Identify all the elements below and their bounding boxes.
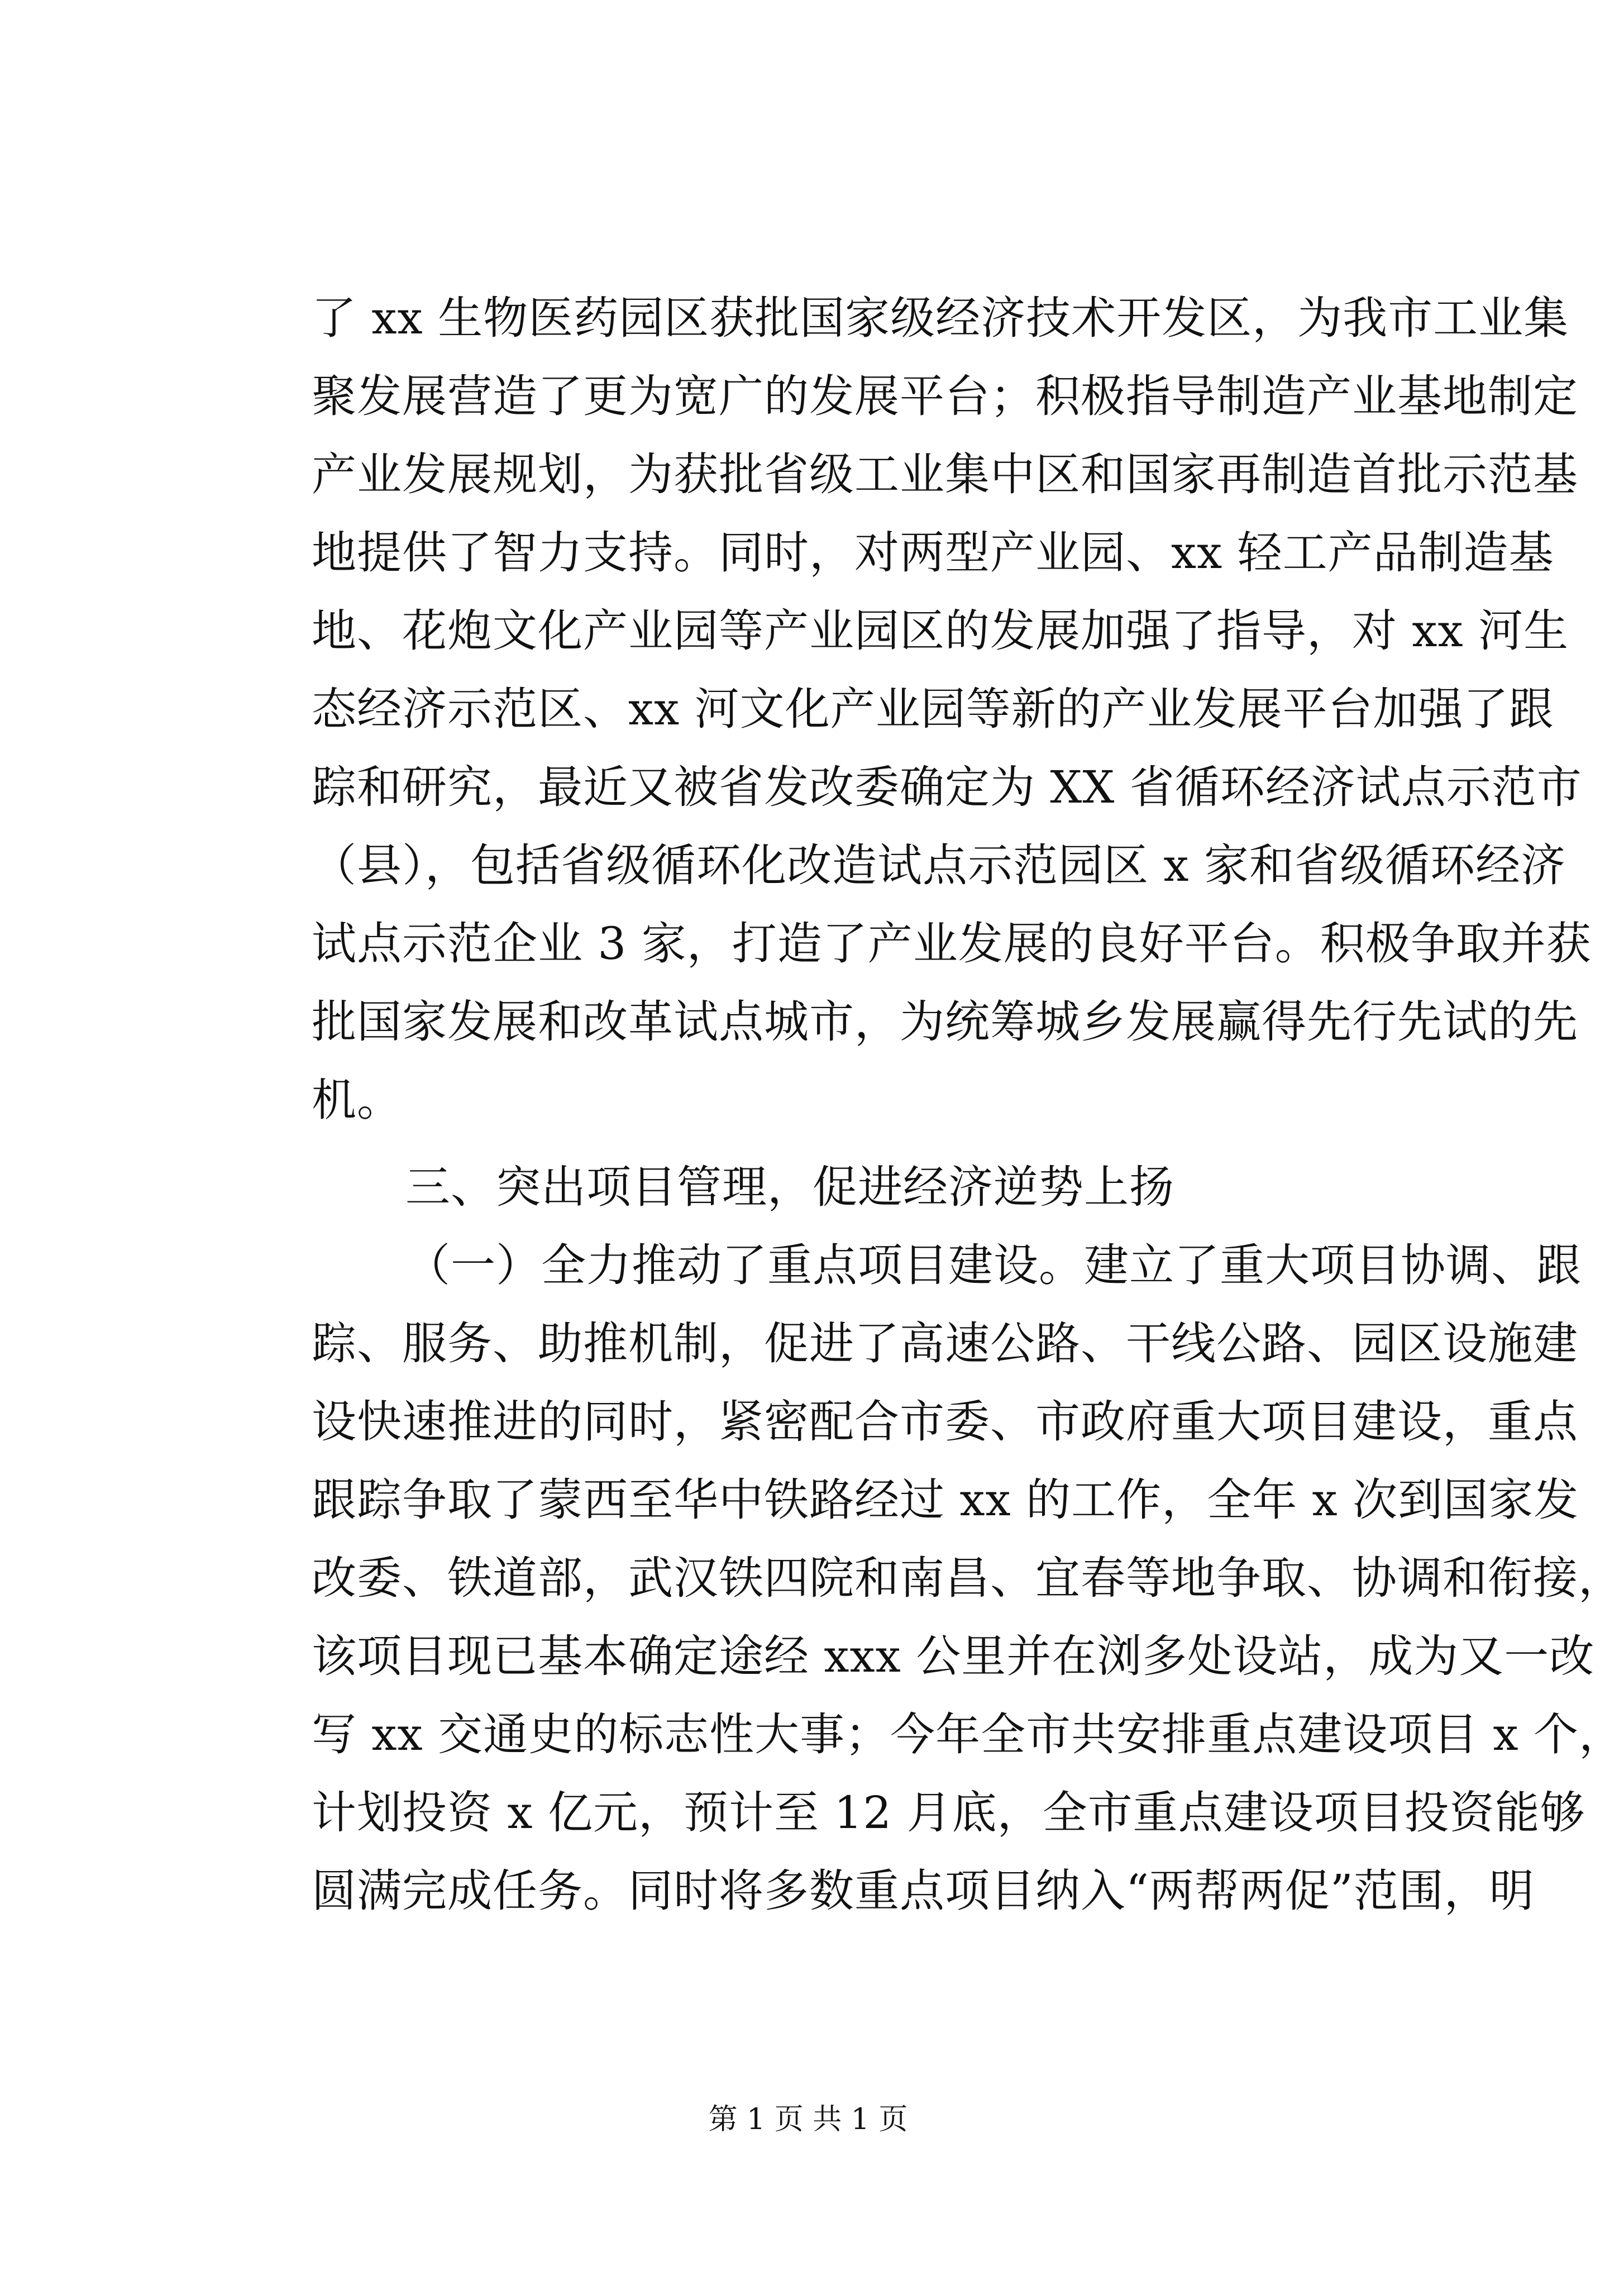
paragraph-first-line: （一）全力推动了重点项目建设。建立了重大项目协调、跟 — [405, 1239, 1582, 1291]
text-line: 聚发展营造了更为宽广的发展平台；积极指导制造产业基地制定 — [312, 370, 1578, 422]
text-line-paragraph-end: 机。 — [312, 1074, 402, 1126]
text-line: 试点示范企业 3 家，打造了产业发展的良好平台。积极争取并获 — [312, 918, 1592, 970]
text-line: 该项目现已基本确定途经 xxx 公里并在浏多处设站，成为又一改 — [312, 1630, 1595, 1682]
page-number-footer: 第 1 页 共 1 页 — [708, 2103, 908, 2136]
section-heading: 三、突出项目管理，促进经济逆势上扬 — [405, 1161, 1174, 1213]
text-line: 地、花炮文化产业园等产业园区的发展加强了指导，对 xx 河生 — [312, 605, 1569, 657]
text-line: 地提供了智力支持。同时，对两型产业园、xx 轻工产品制造基 — [312, 527, 1554, 579]
text-line: 改委、铁道部，武汉铁四院和南昌、宜春等地争取、协调和衔接， — [312, 1552, 1623, 1604]
text-line: （县），包括省级循环化改造试点示范园区 x 家和省级循环经济 — [312, 839, 1566, 891]
text-line: 批国家发展和改革试点城市，为统筹城乡发展赢得先行先试的先 — [312, 996, 1578, 1048]
text-line: 踪、服务、助推机制，促进了高速公路、干线公路、园区设施建 — [312, 1318, 1578, 1369]
text-line: 计划投资 x 亿元，预计至 12 月底，全市重点建设项目投资能够 — [312, 1787, 1585, 1839]
text-line: 产业发展规划，为获批省级工业集中区和国家再制造首批示范基 — [312, 448, 1578, 500]
text-line: 跟踪争取了蒙西至华中铁路经过 xx 的工作，全年 x 次到国家发 — [312, 1474, 1579, 1526]
document-body — [312, 279, 1624, 1930]
text-line: 态经济示范区、xx 河文化产业园等新的产业发展平台加强了跟 — [312, 683, 1554, 735]
text-line: 了 xx 生物医药园区获批国家级经济技术开发区，为我市工业集 — [312, 292, 1569, 344]
text-line: 设快速推进的同时，紧密配合市委、市政府重大项目建设，重点 — [312, 1396, 1578, 1448]
text-line: 踪和研究，最近又被省发改委确定为 XX 省循环经济试点示范市 — [312, 761, 1582, 813]
text-line: 写 xx 交通史的标志性大事；今年全市共安排重点建设项目 x 个， — [312, 1708, 1624, 1760]
text-line: 圆满完成任务。同时将多数重点项目纳入“两帮两促”范围，明 — [312, 1865, 1535, 1917]
